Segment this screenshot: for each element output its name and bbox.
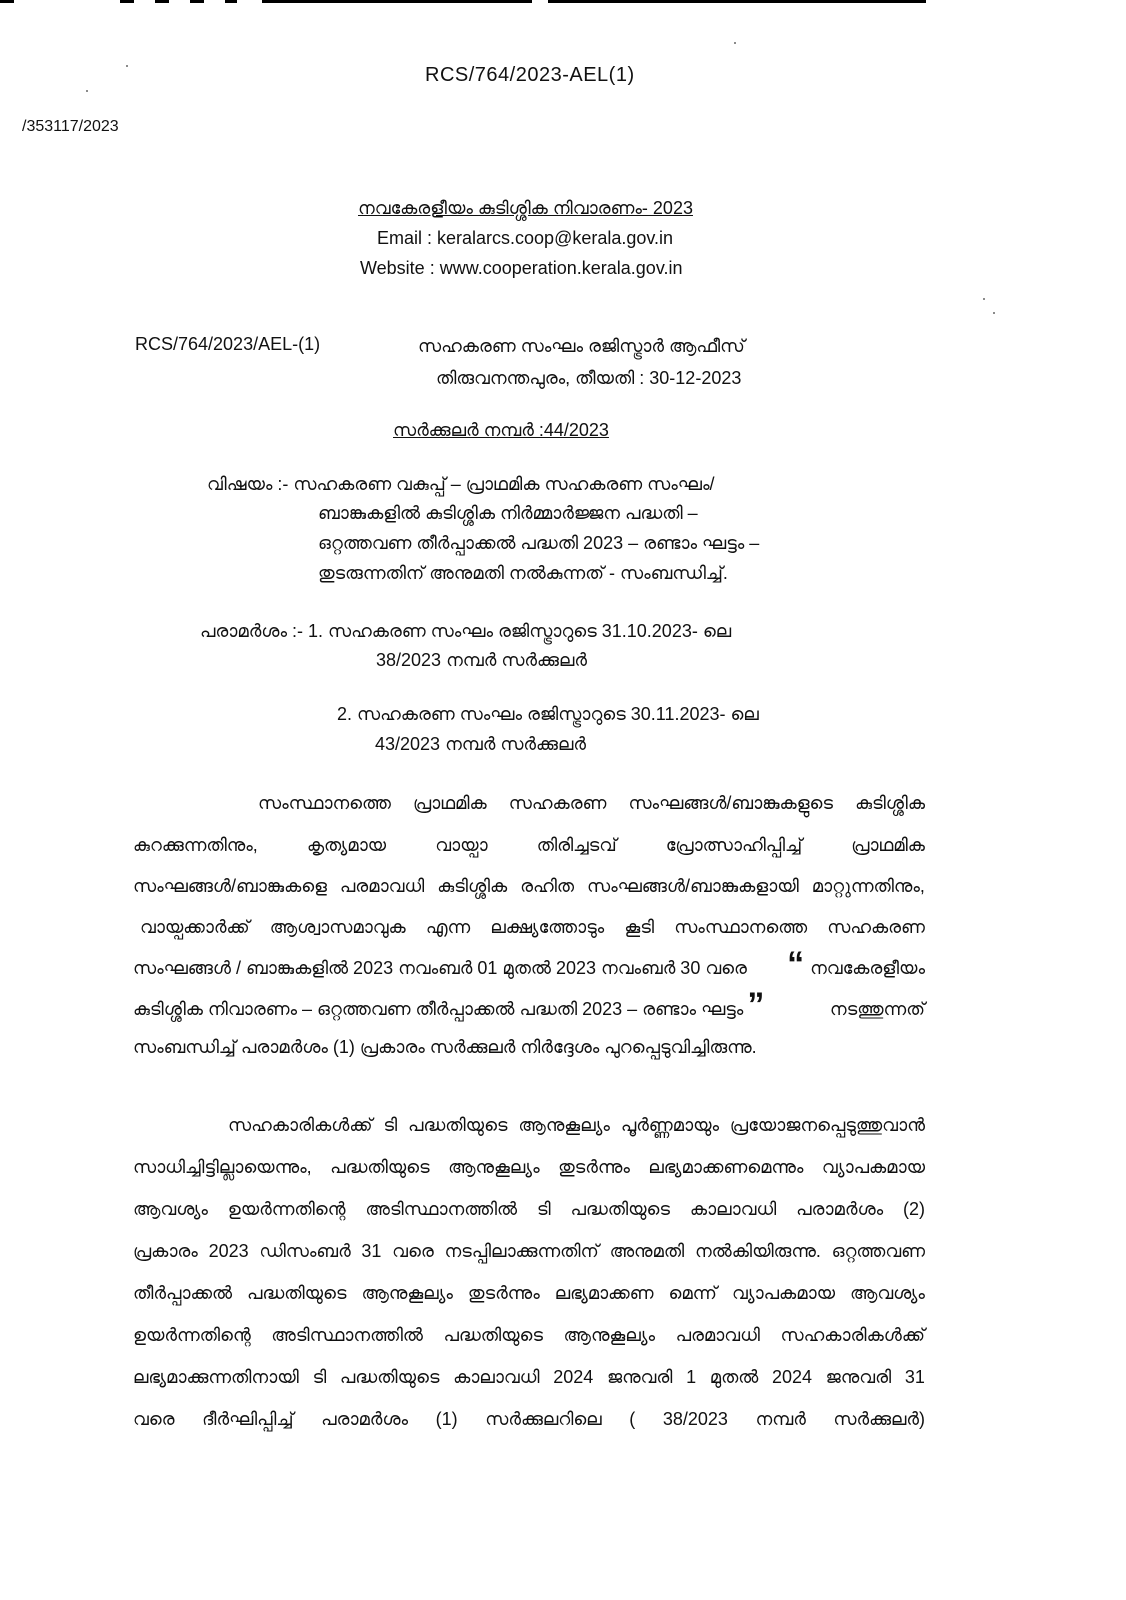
word: നമ്പർ (755, 1409, 806, 1429)
word: വരെ (392, 1241, 434, 1261)
word: സംഘങ്ങൾ / ബാങ്കുകളിൽ 2023 നവംബർ 01 മുതൽ 2023 നവംബർ 30 വരെ (133, 958, 747, 978)
reference-2: 2. സഹകരണ സംഘം രജിസ്ട്രാറുടെ 30.11.2023- ലെ (337, 704, 759, 724)
word: (2) (902, 1199, 925, 1219)
word: സഹകാരികൾക്ക് (780, 1325, 925, 1345)
word: വായ്പാ (435, 835, 488, 855)
word: തുടർന്നും (558, 1157, 630, 1177)
email-line: Email : keralarcs.coop@kerala.gov.in (377, 228, 674, 248)
para2-line (133, 1364, 925, 1390)
word: ടി (536, 1199, 551, 1219)
speck (126, 65, 128, 67)
word: ടി (312, 1367, 327, 1387)
word: തിരിച്ചടവ് (536, 835, 617, 855)
word: (1) (435, 1409, 458, 1429)
word: പദ്ധതിയുടെ (408, 1115, 508, 1135)
subject-line: ബാങ്കുകളിൽ കുടിശ്ശിക നിർമ്മാർജ്ജന പദ്ധതി – (318, 503, 698, 523)
word: മാറ്റുന്നതിനും, (811, 876, 925, 896)
word: നൽകിയിരുന്നു. (694, 1241, 821, 1261)
word: 31 (904, 1367, 925, 1387)
word: സർക്കുലറിലെ (485, 1409, 602, 1429)
word: കാലാവധി (453, 1367, 540, 1387)
speck (734, 42, 736, 44)
word: കുറക്കുന്നതിനും, (133, 835, 258, 855)
word: 31 (361, 1241, 382, 1261)
word: പരമാവധി (675, 1325, 760, 1345)
word: പദ്ധതിയുടെ (330, 1157, 430, 1177)
word: രഹിത (520, 876, 575, 896)
word: പരമാവധി (339, 876, 425, 896)
reference-1: പരാമർശം :- 1. സഹകരണ സംഘം രജിസ്ട്രാറുടെ 31.10.2023- ലെ (200, 621, 732, 641)
word: ലക്ഷ്യത്തോടും (490, 917, 605, 937)
word: ലഭ്യമാക്കുന്നതിനായി (133, 1367, 299, 1387)
word: 2023 (208, 1241, 249, 1261)
para1-line (133, 832, 925, 858)
word: അടിസ്ഥാനത്തിൽ (271, 1325, 423, 1345)
file-reference-top: RCS/764/2023-AEL(1) (425, 64, 635, 86)
word: സർക്കുലർ) (833, 1409, 925, 1429)
word: ആവശ്യം (133, 1199, 208, 1219)
word: പ്രാഥമിക (412, 793, 487, 813)
word: ലഭ്യമാക്കണ (554, 1283, 654, 1303)
word: 2024 (771, 1367, 813, 1387)
word: വ്യാപകമായ (731, 1283, 836, 1303)
word: ആനുകൂല്യം (518, 1115, 610, 1135)
word: ആനുകൂല്യം (448, 1157, 540, 1177)
word: ഒറ്റത്തവണ (831, 1241, 925, 1261)
reference-number: RCS/764/2023/AEL-(1) (135, 334, 321, 354)
office-name: സഹകരണ സംഘം രജിസ്ട്രാർ ആഫീസ് (418, 336, 745, 356)
speck (983, 298, 985, 300)
scan-mark (225, 0, 237, 3)
word: പദ്ധതിയുടെ (246, 1283, 347, 1303)
word: ആവശ്യം (849, 1283, 925, 1303)
scan-edge (262, 0, 532, 3)
word: ഉയർന്നതിന്റെ (227, 1199, 346, 1219)
word: ജനുവരി (606, 1367, 673, 1387)
subject-line: ഒറ്റത്തവണ തീർപ്പാക്കൽ പദ്ധതി 2023 – രണ്ടാം ഘട്ടം – (318, 533, 760, 553)
word: സംഘങ്ങൾ/ബാങ്കുകളുടെ (628, 793, 834, 813)
word: 1 (686, 1367, 697, 1387)
word: ആശ്വാസമാവുക (269, 917, 406, 937)
para1-line (140, 914, 925, 940)
word: കൃത്യമായ (306, 835, 387, 855)
word: പ്രകാരം (133, 1241, 198, 1261)
word: ജനുവരി (825, 1367, 892, 1387)
document-heading: നവകേരളീയം കുടിശ്ശിക നിവാരണം- 2023 (358, 198, 693, 218)
word: സഹകരണ (827, 917, 925, 937)
word: പരാമർശം (796, 1199, 884, 1219)
para1-last-line: സംബന്ധിച്ച് പരാമർശം (1) പ്രകാരം സർക്കുലർ നിർദ്ദേശം പുറപ്പെടുവിച്ചിരുന്നു. (133, 1037, 757, 1057)
scan-mark (190, 0, 204, 3)
circular-number: സർക്കുലർ നമ്പർ :44/2023 (393, 420, 609, 440)
word: കുടിശ്ശിക (855, 793, 925, 813)
file-number: /353117/2023 (22, 118, 119, 135)
word: ആനുകൂല്യം (563, 1325, 656, 1345)
subject-line: തുടരുന്നതിന് അനുമതി നൽകുന്നത് - സംബന്ധിച്ച്. (318, 563, 728, 583)
para1-line (133, 873, 925, 899)
reference-2-cont: 43/2023 നമ്പർ സർക്കുലർ (375, 734, 586, 754)
scan-mark (155, 0, 169, 3)
word: പ്രാഥമിക (851, 835, 925, 855)
word: സംഘങ്ങൾ/ബാങ്കുകളെ (133, 876, 327, 896)
word: 2024 (553, 1367, 594, 1387)
word: മുതൽ (709, 1367, 759, 1387)
word: കുടിശ്ശിക (437, 876, 508, 896)
word: പ്രോത്സാഹിപ്പിച്ച് (665, 835, 803, 855)
para2-line (133, 1196, 925, 1222)
word: കൂടി (624, 917, 655, 937)
word: പരാമർശം (321, 1409, 409, 1429)
speck (993, 312, 995, 314)
word: പദ്ധതിയുടെ (570, 1199, 671, 1219)
para2-line (133, 1322, 925, 1348)
speck (86, 90, 88, 92)
word: അനുമതി (609, 1241, 685, 1261)
word: ആനുകൂല്യം (361, 1283, 453, 1303)
word: മെന്ന് (668, 1283, 717, 1303)
word: സഹകരണ (508, 793, 607, 813)
word: വായ്പക്കാർക്ക് (140, 917, 250, 937)
word: വ്യാപകമായ (821, 1157, 925, 1177)
para2-line (228, 1112, 925, 1138)
word: ടി (383, 1115, 398, 1135)
word: ലഭ്യമാക്കണമെന്നും (648, 1157, 804, 1177)
scan-edge (548, 0, 926, 3)
website-line: Website : www.cooperation.kerala.gov.in (360, 258, 683, 278)
word: ഉയർന്നതിന്റെ (133, 1325, 251, 1345)
word: തീർപ്പാക്കൽ (133, 1283, 232, 1303)
para2-line (133, 1154, 925, 1180)
subject-line: വിഷയം :- സഹകരണ വകുപ്പ് – പ്രാഥമിക സഹകരണ സംഘം/ (207, 474, 715, 494)
word: തുടർന്നും (467, 1283, 540, 1303)
word: കുടിശ്ശിക നിവാരണം – ഒറ്റത്തവണ തീർപ്പാക്കൽ പദ്ധതി 2023 – രണ്ടാം ഘട്ടം (133, 999, 744, 1019)
para1-line: കുടിശ്ശിക നിവാരണം – ഒറ്റത്തവണ തീർപ്പാക്കൽ പദ്ധതി 2023 – രണ്ടാം ഘട്ടം ” നടത്തുന്നത് (133, 986, 925, 1024)
word: പദ്ധതിയുടെ (339, 1367, 440, 1387)
word: എന്ന (425, 917, 471, 937)
reference-1-cont: 38/2023 നമ്പർ സർക്കുലർ (376, 650, 587, 670)
para2-line (133, 1238, 925, 1264)
para2-line (133, 1406, 925, 1432)
scan-mark (0, 0, 14, 3)
word: ഡിസംബർ (259, 1241, 351, 1261)
word: നടത്തുന്നത് (829, 999, 925, 1019)
word: പദ്ധതിയുടെ (443, 1325, 544, 1345)
word: ദീർഘിപ്പിച്ച് (202, 1409, 294, 1429)
para2-line (133, 1280, 925, 1306)
word: 38/2023 (662, 1409, 728, 1429)
scan-mark (120, 0, 134, 3)
word: പ്രയോജനപ്പെടുത്തുവാൻ (729, 1115, 925, 1135)
word: സംഘങ്ങൾ/ബാങ്കുകളായി (587, 876, 799, 896)
word: സംസ്ഥാനത്തെ (674, 917, 808, 937)
word: ( (629, 1409, 636, 1429)
para1-line (258, 790, 925, 816)
word: നടപ്പിലാക്കുന്നതിന് (444, 1241, 599, 1261)
word: പൂർണ്ണമായും (620, 1115, 720, 1135)
word: സാധിച്ചിട്ടില്ലായെന്നും, (133, 1157, 312, 1177)
word: കാലാവധി (689, 1199, 777, 1219)
para1-line: സംഘങ്ങൾ / ബാങ്കുകളിൽ 2023 നവംബർ 01 മുതൽ 2023 നവംബർ 30 വരെ “ നവകേരളീയം (133, 945, 925, 983)
word: നവകേരളീയം (810, 958, 925, 978)
word: വരെ (133, 1409, 175, 1429)
place-date: തിരുവനന്തപുരം, തീയതി : 30-12-2023 (436, 368, 742, 388)
word: സഹകാരികൾക്ക് (228, 1115, 373, 1135)
word: അടിസ്ഥാനത്തിൽ (365, 1199, 518, 1219)
word: സംസ്ഥാനത്തെ (258, 793, 391, 813)
